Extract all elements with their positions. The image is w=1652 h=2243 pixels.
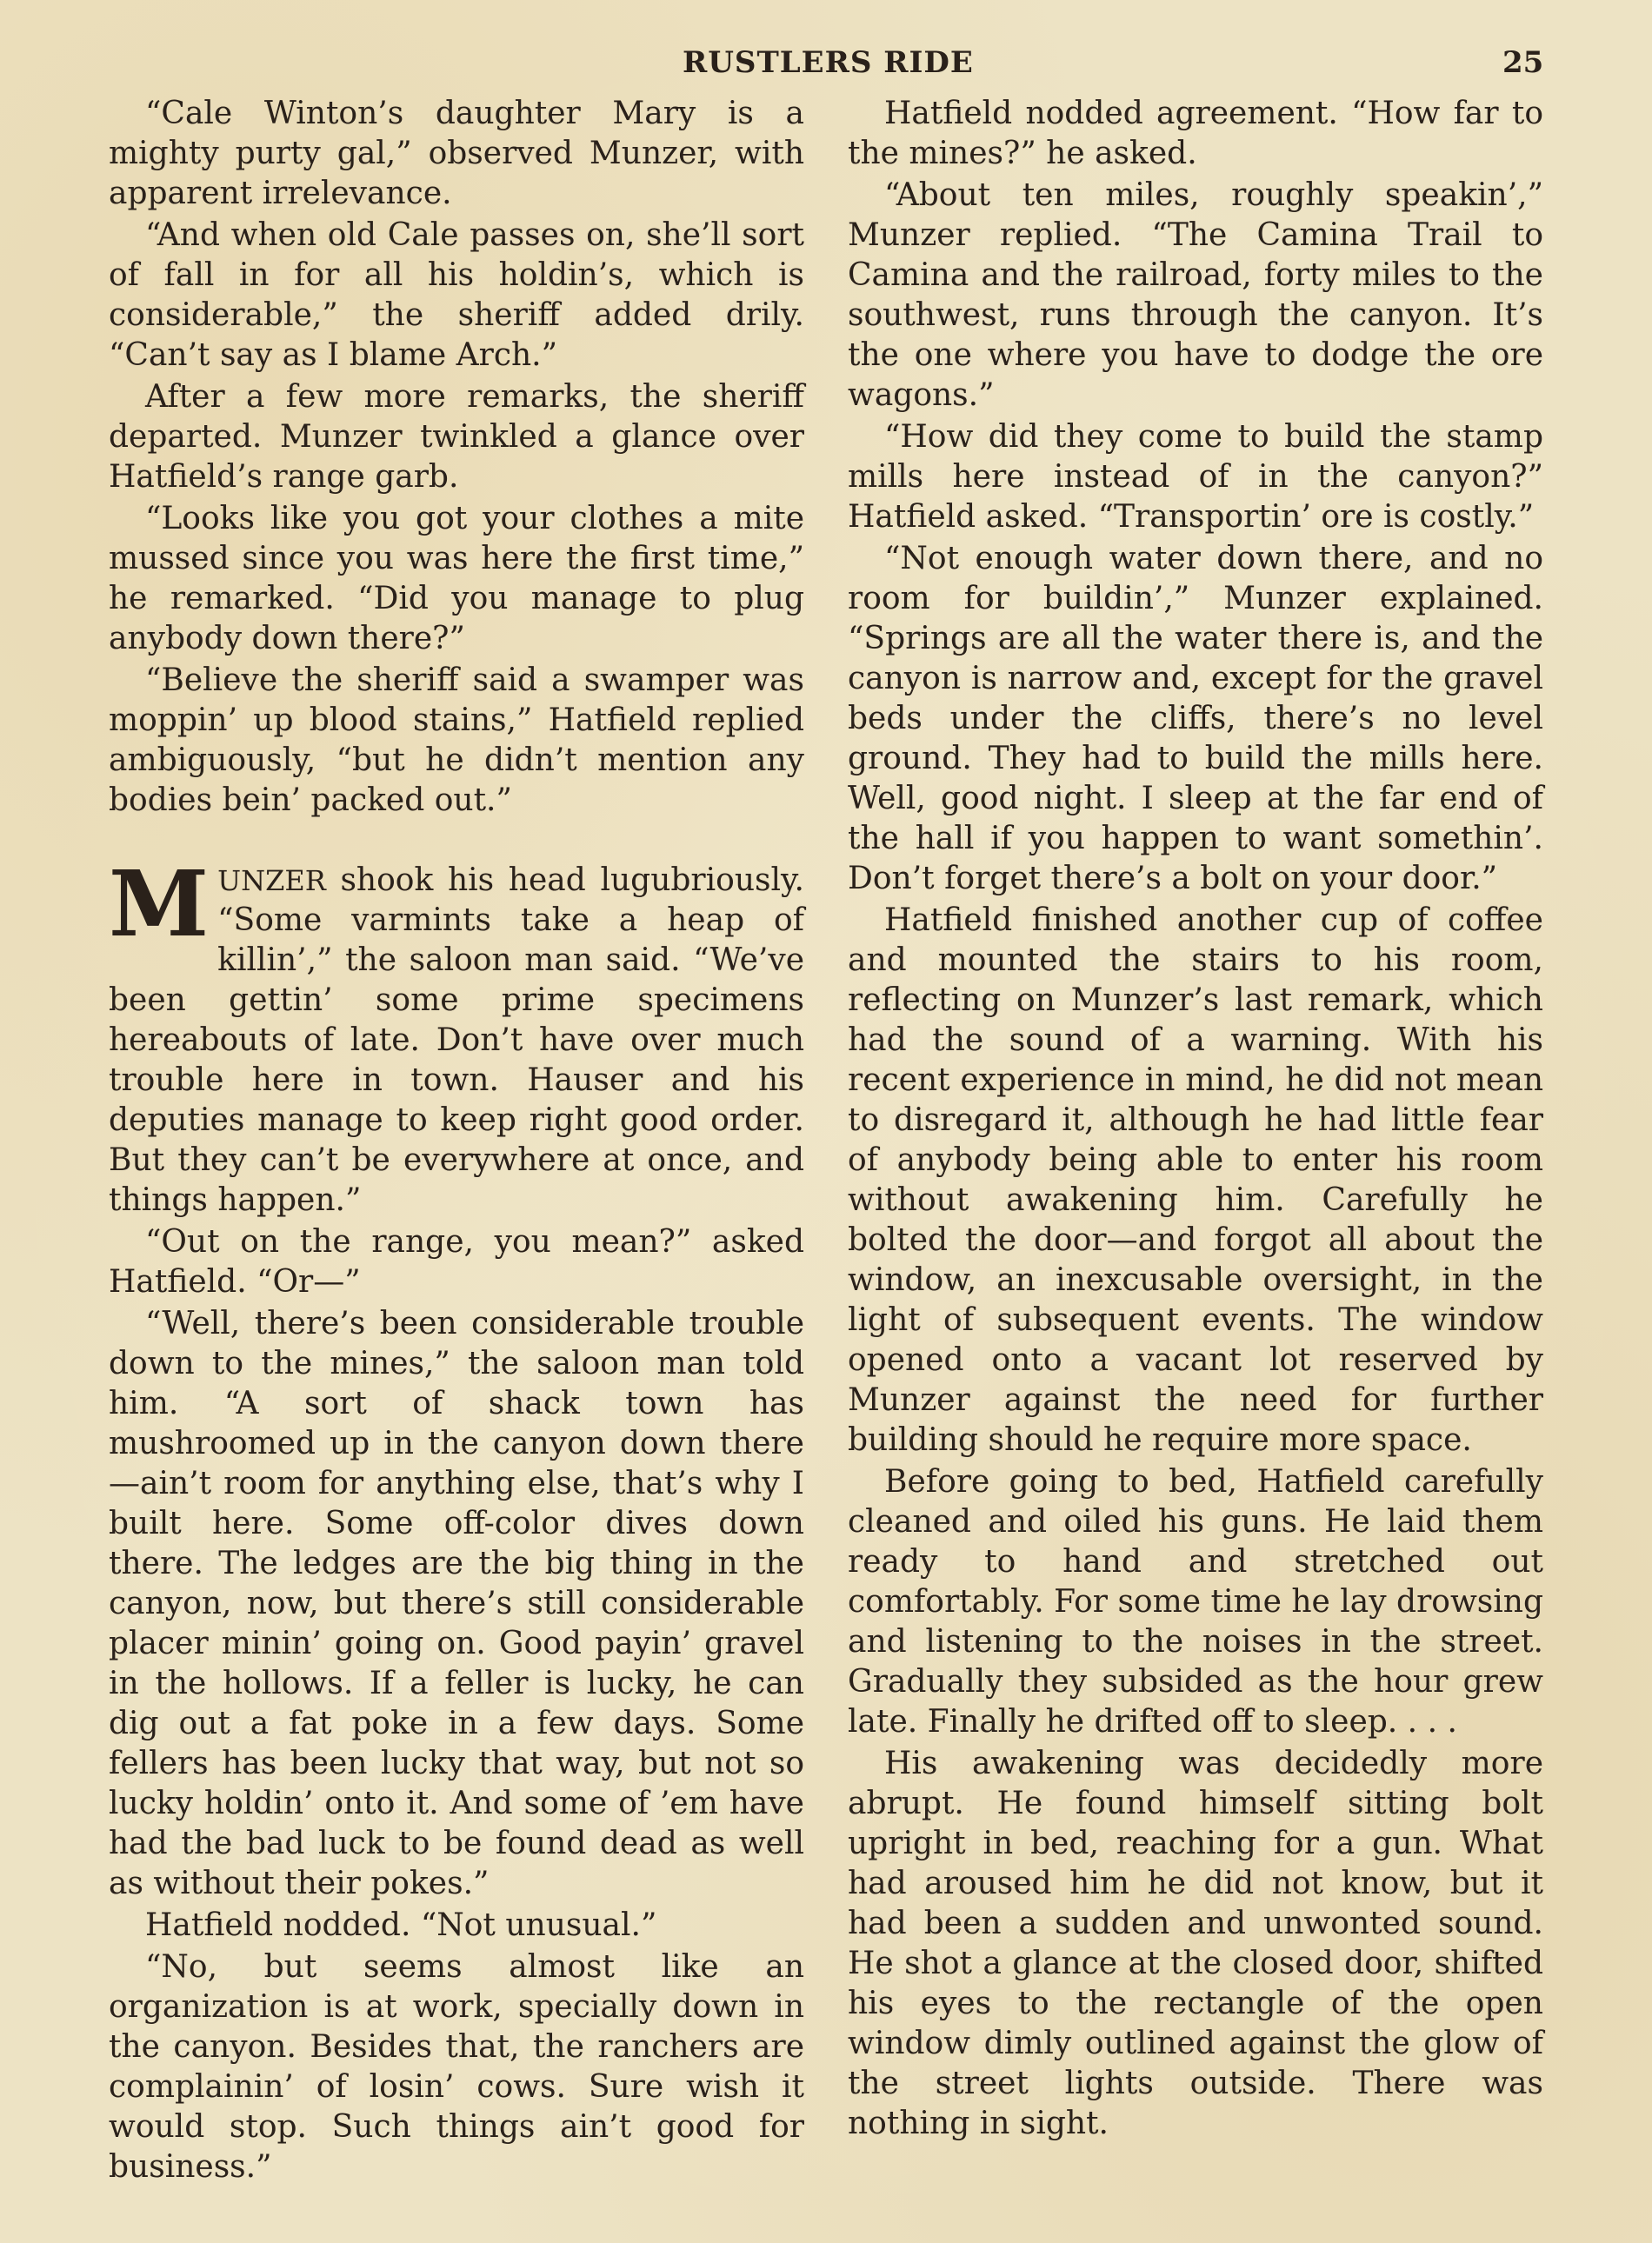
paragraph: “No, but seems almost like an organization is at work, specially down in the canyon. Besides that, the ranchers are complainin’ of losin’ cows. Sure wish it would stop. Such things ain’t good for business.” [109,1949,804,2185]
paragraph: Hatfield nodded. “Not unusual.” [145,1907,657,1943]
paragraph: “Cale Winton’s daughter Mary is a mighty purty gal,” observed Munzer, with apparent irrelevance. [109,96,804,211]
paragraph: After a few more remarks, the sheriff departed. Munzer twinkled a glance over Hatfield’s range garb. [109,379,804,495]
paragraph: “Looks like you got your clothes a mite mussed since you was here the first time,” he remarked. “Did you manage to plug anybody down there?” [109,501,804,656]
page-header [0,45,1652,94]
paragraph: “Well, there’s been considerable trouble down to the mines,” the saloon man told him. “A sort of shack town has mushroomed up in the canyon down there—ain’t room for anything else, that’s why I built here. Some off-color dives down there. The ledges are the big thing in the canyon, now, but there’s still considerable placer minin’ going on. Good payin’ gravel in the hollows. If a feller is lucky, he can dig out a fat poke in a few days. Some fellers has been lucky that way, but not so lucky holdin’ onto it. And some of ’em have had the bad luck to be found dead as well as without their pokes.” [109,1306,804,1901]
paragraph: “How did they come to build the stamp mills here instead of in the canyon?” Hatfield asked. “Transportin’ ore is costly.” [848,419,1543,535]
paragraph: Hatfield nodded agreement. “How far to the mines?” he asked. [848,96,1543,171]
paragraph: Before going to bed, Hatfield carefully cleaned and oiled his guns. He laid them ready to hand and stretched out comfortably. For some time he lay drowsing and listening to the noises in the street. Gradually they subsided as the hour grew late. Finally he drifted off to sleep. . . . [848,1464,1543,1740]
lead-in-word: UNZER [217,864,326,897]
paragraph: “Out on the range, you mean?” asked Hatfield. “Or—” [109,1224,804,1300]
running-title: RUSTLERS RIDE [683,45,974,80]
paragraph: His awakening was decidedly more abrupt. He found himself sitting bolt upright in bed, reaching for a gun. What had aroused him he did not know, but it had been a sudden and unwonted sound. He shot a glance at the closed door, shifted his eyes to the rectangle of the open window dimly outlined against the glow of the street lights outside. There was nothing in sight. [848,1746,1543,2141]
paragraph: “Not enough water down there, and no room for buildin’,” Munzer explained. “Springs are all the water there is, and the canyon is narrow and, except for the gravel beds under the cliffs, there’s no level ground. They had to build the mills here. Well, good night. I sleep at the far end of the hall if you happen to want somethin’. Don’t forget there’s a bolt on your door.” [848,541,1543,896]
page-number: 25 [1502,45,1544,80]
paragraph: “About ten miles, roughly speakin’,” Munzer replied. “The Camina Trail to Camina and the railroad, forty miles to the southwest, runs through the canyon. It’s the one where you have to dodge the ore wagons.” [848,177,1543,413]
paragraph: “And when old Cale passes on, she’ll sort of fall in for all his holdin’s, which is considerable,” the sheriff added drily. “Can’t say as I blame Arch.” [109,217,804,373]
paragraph: “Believe the sheriff said a swamper was moppin’ up blood stains,” Hatfield replied ambiguously, “but he didn’t mention any bodies bein’ packed out.” [109,662,804,818]
drop-cap-paragraph [109,850,804,1221]
right-column [848,94,1543,2146]
paragraph-text: shook his head lugubriously. “Some varmints take a heap of killin’,” the saloon man said. “We’ve been gettin’ some prime specimens hereabouts of late. Don’t have over much trouble here in town. Hauser and his deputies manage to keep right good order. But they can’t be everywhere at once, and things happen.” [109,862,804,1218]
left-column [109,94,804,2189]
paragraph: Hatfield finished another cup of coffee and mounted the stairs to his room, reflecting on Munzer’s last remark, which had the sound of a warning. With his recent experience in mind, he did not mean to disregard it, although he had little fear of anybody being able to enter his room without awakening him. Carefully he bolted the door—and forgot all about the window, an inexcusable oversight, in the light of subsequent events. The window opened onto a vacant lot reserved by Munzer against the need for further building should he require more space. [848,902,1543,1458]
drop-cap-letter: M [109,850,210,957]
